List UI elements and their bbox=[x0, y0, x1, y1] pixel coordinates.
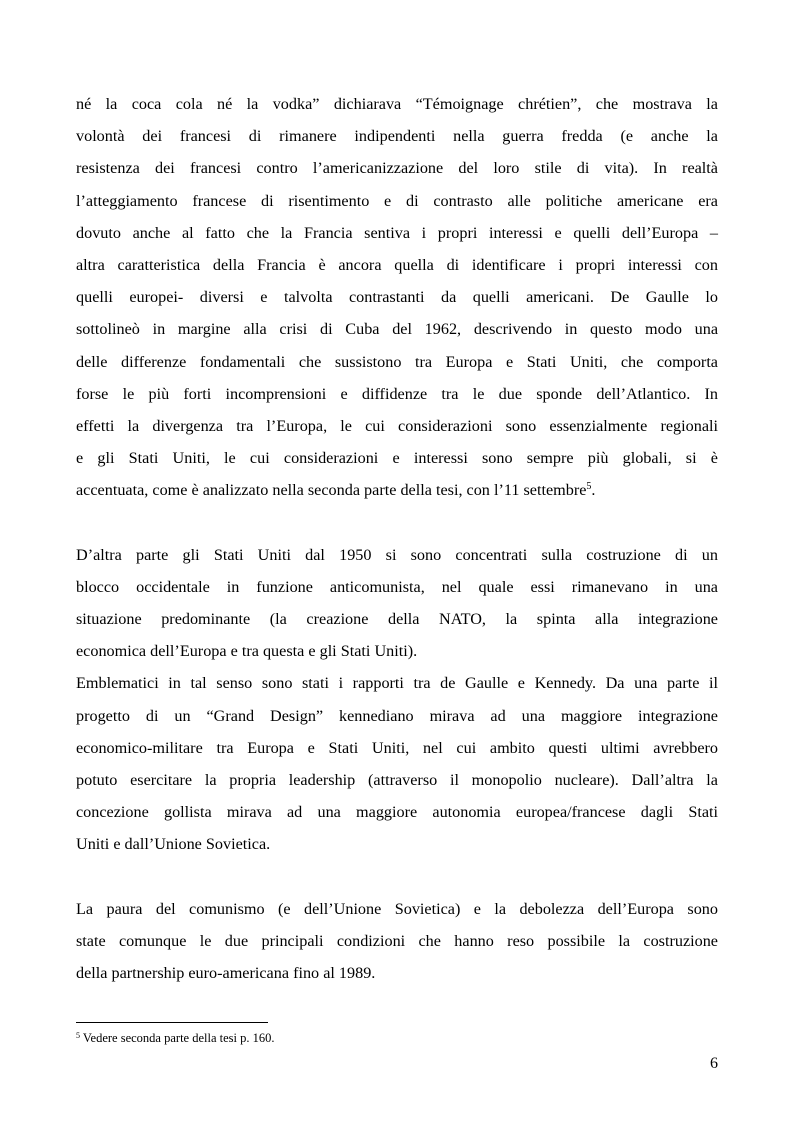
footnote-text: Vedere seconda parte della tesi p. 160. bbox=[80, 1031, 275, 1045]
page-number: 6 bbox=[710, 1055, 718, 1072]
text-line: blocco occidentale in funzione anticomunista, nel quale essi rimanevano in una bbox=[76, 577, 718, 596]
paragraph-1 bbox=[76, 88, 718, 506]
text-line-last: Uniti e dall’Unione Sovietica. bbox=[76, 835, 271, 854]
paragraph-3 bbox=[76, 667, 718, 860]
text-line: forse le più forti incomprensioni e diffidenze tra le due sponde dell’Atlantico. In bbox=[76, 384, 718, 403]
paragraph-gap bbox=[76, 861, 718, 893]
text-line: e gli Stati Uniti, le cui considerazioni e interessi sono sempre più globali, si è bbox=[76, 449, 718, 468]
text-line: concezione gollista mirava ad una maggiore autonomia europea/francese dagli Stati bbox=[76, 803, 718, 822]
text-line: situazione predominante (la creazione della NATO, la spinta alla integrazione bbox=[76, 610, 718, 628]
sentence-end: . bbox=[591, 481, 596, 500]
text-line: l’atteggiamento francese di risentimento e di contrasto alle politiche americane era bbox=[76, 191, 718, 210]
body-text bbox=[76, 88, 718, 989]
footnote-divider bbox=[76, 1022, 268, 1023]
text-line: La paura del comunismo (e dell’Unione Sovietica) e la debolezza dell’Europa sono bbox=[76, 899, 718, 918]
text-line: altra caratteristica della Francia è ancora quella di identificare i propri interessi con bbox=[76, 255, 718, 274]
text-line: Emblematici in tal senso sono stati i rapporti tra de Gaulle e Kennedy. Da una parte il bbox=[76, 674, 718, 693]
text-line: delle differenze fondamentali che sussistono tra Europa e Stati Uniti, che comporta bbox=[76, 352, 718, 371]
paragraph-4 bbox=[76, 893, 718, 990]
text-line-last: della partnership euro-americana fino al 1989. bbox=[76, 964, 376, 983]
footnote-number: 5 bbox=[76, 1031, 80, 1040]
text-line: effetti la divergenza tra l’Europa, le cui considerazioni sono essenzialmente regionali bbox=[76, 416, 718, 435]
text-line: quelli europei- diversi e talvolta contrastanti da quelli americani. De Gaulle lo bbox=[76, 288, 718, 307]
text-line: potuto esercitare la propria leadership (attraverso il monopolio nucleare). Dall’altra la bbox=[76, 770, 718, 789]
text-line-last bbox=[76, 474, 718, 506]
text-line: resistenza dei francesi contro l’americanizzazione del loro stile di vita). In realtà bbox=[76, 159, 718, 178]
text-line: D’altra parte gli Stati Uniti dal 1950 si sono concentrati sulla costruzione di un bbox=[76, 545, 718, 564]
text-line-content: accentuata, come è analizzato nella seconda parte della tesi, con l’11 settembre bbox=[76, 481, 587, 500]
text-line: progetto di un “Grand Design” kennediano mirava ad una maggiore integrazione bbox=[76, 706, 718, 725]
text-line: né la coca cola né la vodka” dichiarava “Témoignage chrétien”, che mostrava la bbox=[76, 95, 718, 113]
text-line: volontà dei francesi di rimanere indipendenti nella guerra fredda (e anche la bbox=[76, 127, 718, 146]
text-line: sottolineò in margine alla crisi di Cuba del 1962, descrivendo in questo modo una bbox=[76, 320, 718, 339]
footnote-reference: 5 bbox=[586, 481, 592, 493]
text-line: dovuto anche al fatto che la Francia sentiva i propri interessi e quelli dell’Europa – bbox=[76, 223, 718, 242]
text-line-last: economica dell’Europa e tra questa e gli Stati Uniti). bbox=[76, 642, 418, 661]
text-line: state comunque le due principali condizioni che hanno reso possibile la costruzione bbox=[76, 931, 718, 950]
text-line: economico-militare tra Europa e Stati Uniti, nel cui ambito questi ultimi avrebbero bbox=[76, 738, 718, 757]
paragraph-2 bbox=[76, 539, 718, 668]
paragraph-gap bbox=[76, 506, 718, 538]
footnote bbox=[76, 1030, 275, 1046]
